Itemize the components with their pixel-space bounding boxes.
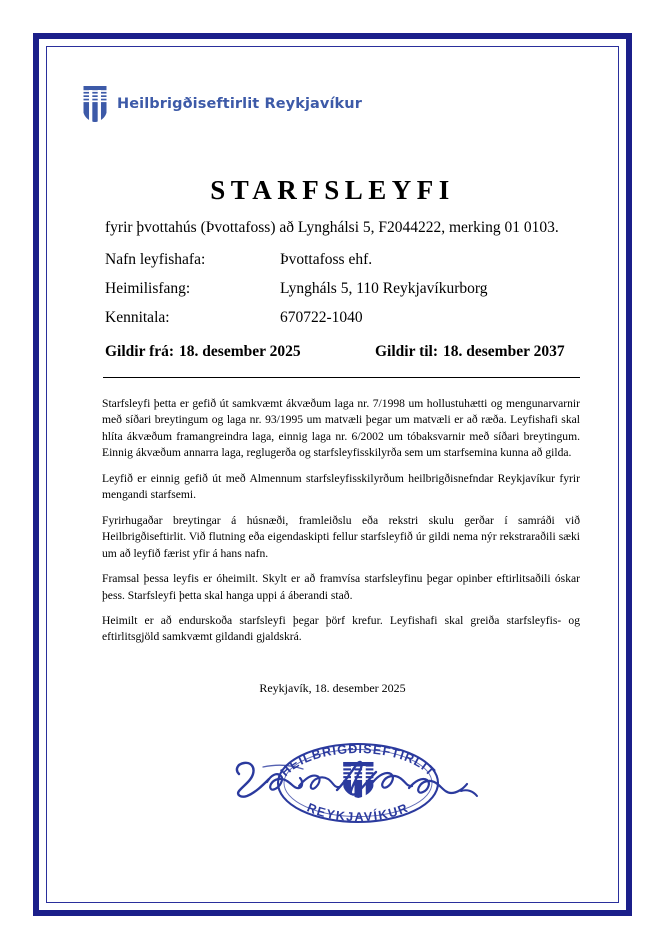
field-row-address	[105, 279, 578, 299]
validity-from-value: 18. desember 2025	[179, 343, 301, 360]
field-label-idnumber: Kennitala:	[105, 308, 170, 326]
field-value-name: Þvottafoss ehf.	[280, 251, 373, 268]
certificate-page-border	[33, 33, 632, 916]
field-row-idnumber	[105, 308, 578, 328]
paragraph-3: Fyrirhugaðar breytingar á húsnæði, framleiðslu eða rekstri skulu gerðar í samráði við Heilbrigðiseftirlit. Við flutning eða eigendaskipti fellur starfsleyfið úr gildi nema nýr rekstraraðili sæki um að leyfið færist yfir á hans nafn.	[102, 513, 580, 560]
validity-to-label: Gildir til:	[375, 343, 439, 360]
svg-text:HEILBRIGÐISEFTIRLIT: HEILBRIGÐISEFTIRLIT	[277, 741, 439, 780]
validity-row	[105, 343, 578, 361]
paragraph-2: Leyfið er einnig gefið út með Almennum starfsleyfisskilyrðum heilbrigðisnefndar Reykjavíkur fyrir mengandi starfsemi.	[102, 471, 580, 502]
svg-text:REYKJAVÍKUR: REYKJAVÍKUR	[304, 800, 412, 825]
field-value-address: Lyngháls 5, 110 Reykjavíkurborg	[280, 279, 488, 297]
official-stamp-icon	[233, 734, 483, 829]
validity-to-value: 18. desember 2037	[443, 343, 565, 360]
paragraph-4: Framsal þessa leyfis er óheimilt. Skylt er að framvísa starfsleyfinu þegar opinber eftirlitsaðili óskar þess. Starfsleyfi þetta skal hanga uppi á áberandi stað.	[102, 572, 580, 602]
organization-name: Heilbrigðiseftirlit Reykjavíkur	[117, 96, 362, 112]
paragraph-5: Heimilt er að endurskoða starfsleyfi þegar þörf krefur. Leyfishafi skal greiða starfsleyfis- og eftirlitsgjöld samkvæmt gildandi gjaldskrá.	[102, 613, 580, 644]
section-divider	[103, 377, 580, 378]
certificate-inner-border	[46, 46, 619, 903]
place-and-date: Reykjavík, 18. desember 2025	[259, 681, 406, 695]
validity-from	[105, 343, 375, 361]
shield-logo-icon	[82, 85, 108, 123]
page-title: STARFSLEYFI	[210, 175, 455, 205]
field-row-name	[105, 250, 578, 270]
validity-from-label: Gildir frá:	[105, 343, 175, 360]
licensee-details	[105, 250, 578, 336]
document-subtitle: fyrir þvottahús (Þvottafoss) að Lynghálsi 5, F2044222, merking 01 0103.	[105, 219, 559, 236]
field-value-idnumber: 670722-1040	[280, 308, 363, 326]
organization-header	[82, 85, 362, 123]
legal-text-body	[102, 396, 580, 655]
paragraph-1: Starfsleyfi þetta er gefið út samkvæmt ákvæðum laga nr. 7/1998 um hollustuhætti og mengunarvarnir með síðari breytingum og laga nr. 93/1995 um matvæli þegar um matvæli er að ræða. Leyfishafi skal hlíta ákvæðum framangreindra laga, einnig laga nr. 6/2002 um tóbaksvarnir með síðari breytingum. Einnig ákvæðum annarra laga, reglugerða og starfsleyfisskilyrða sem um starfsemina kunna að gilda.	[102, 397, 580, 460]
validity-to	[375, 343, 578, 361]
certificate-content	[47, 47, 618, 902]
field-label-name: Nafn leyfishafa:	[105, 251, 206, 268]
field-label-address: Heimilisfang:	[105, 279, 191, 297]
